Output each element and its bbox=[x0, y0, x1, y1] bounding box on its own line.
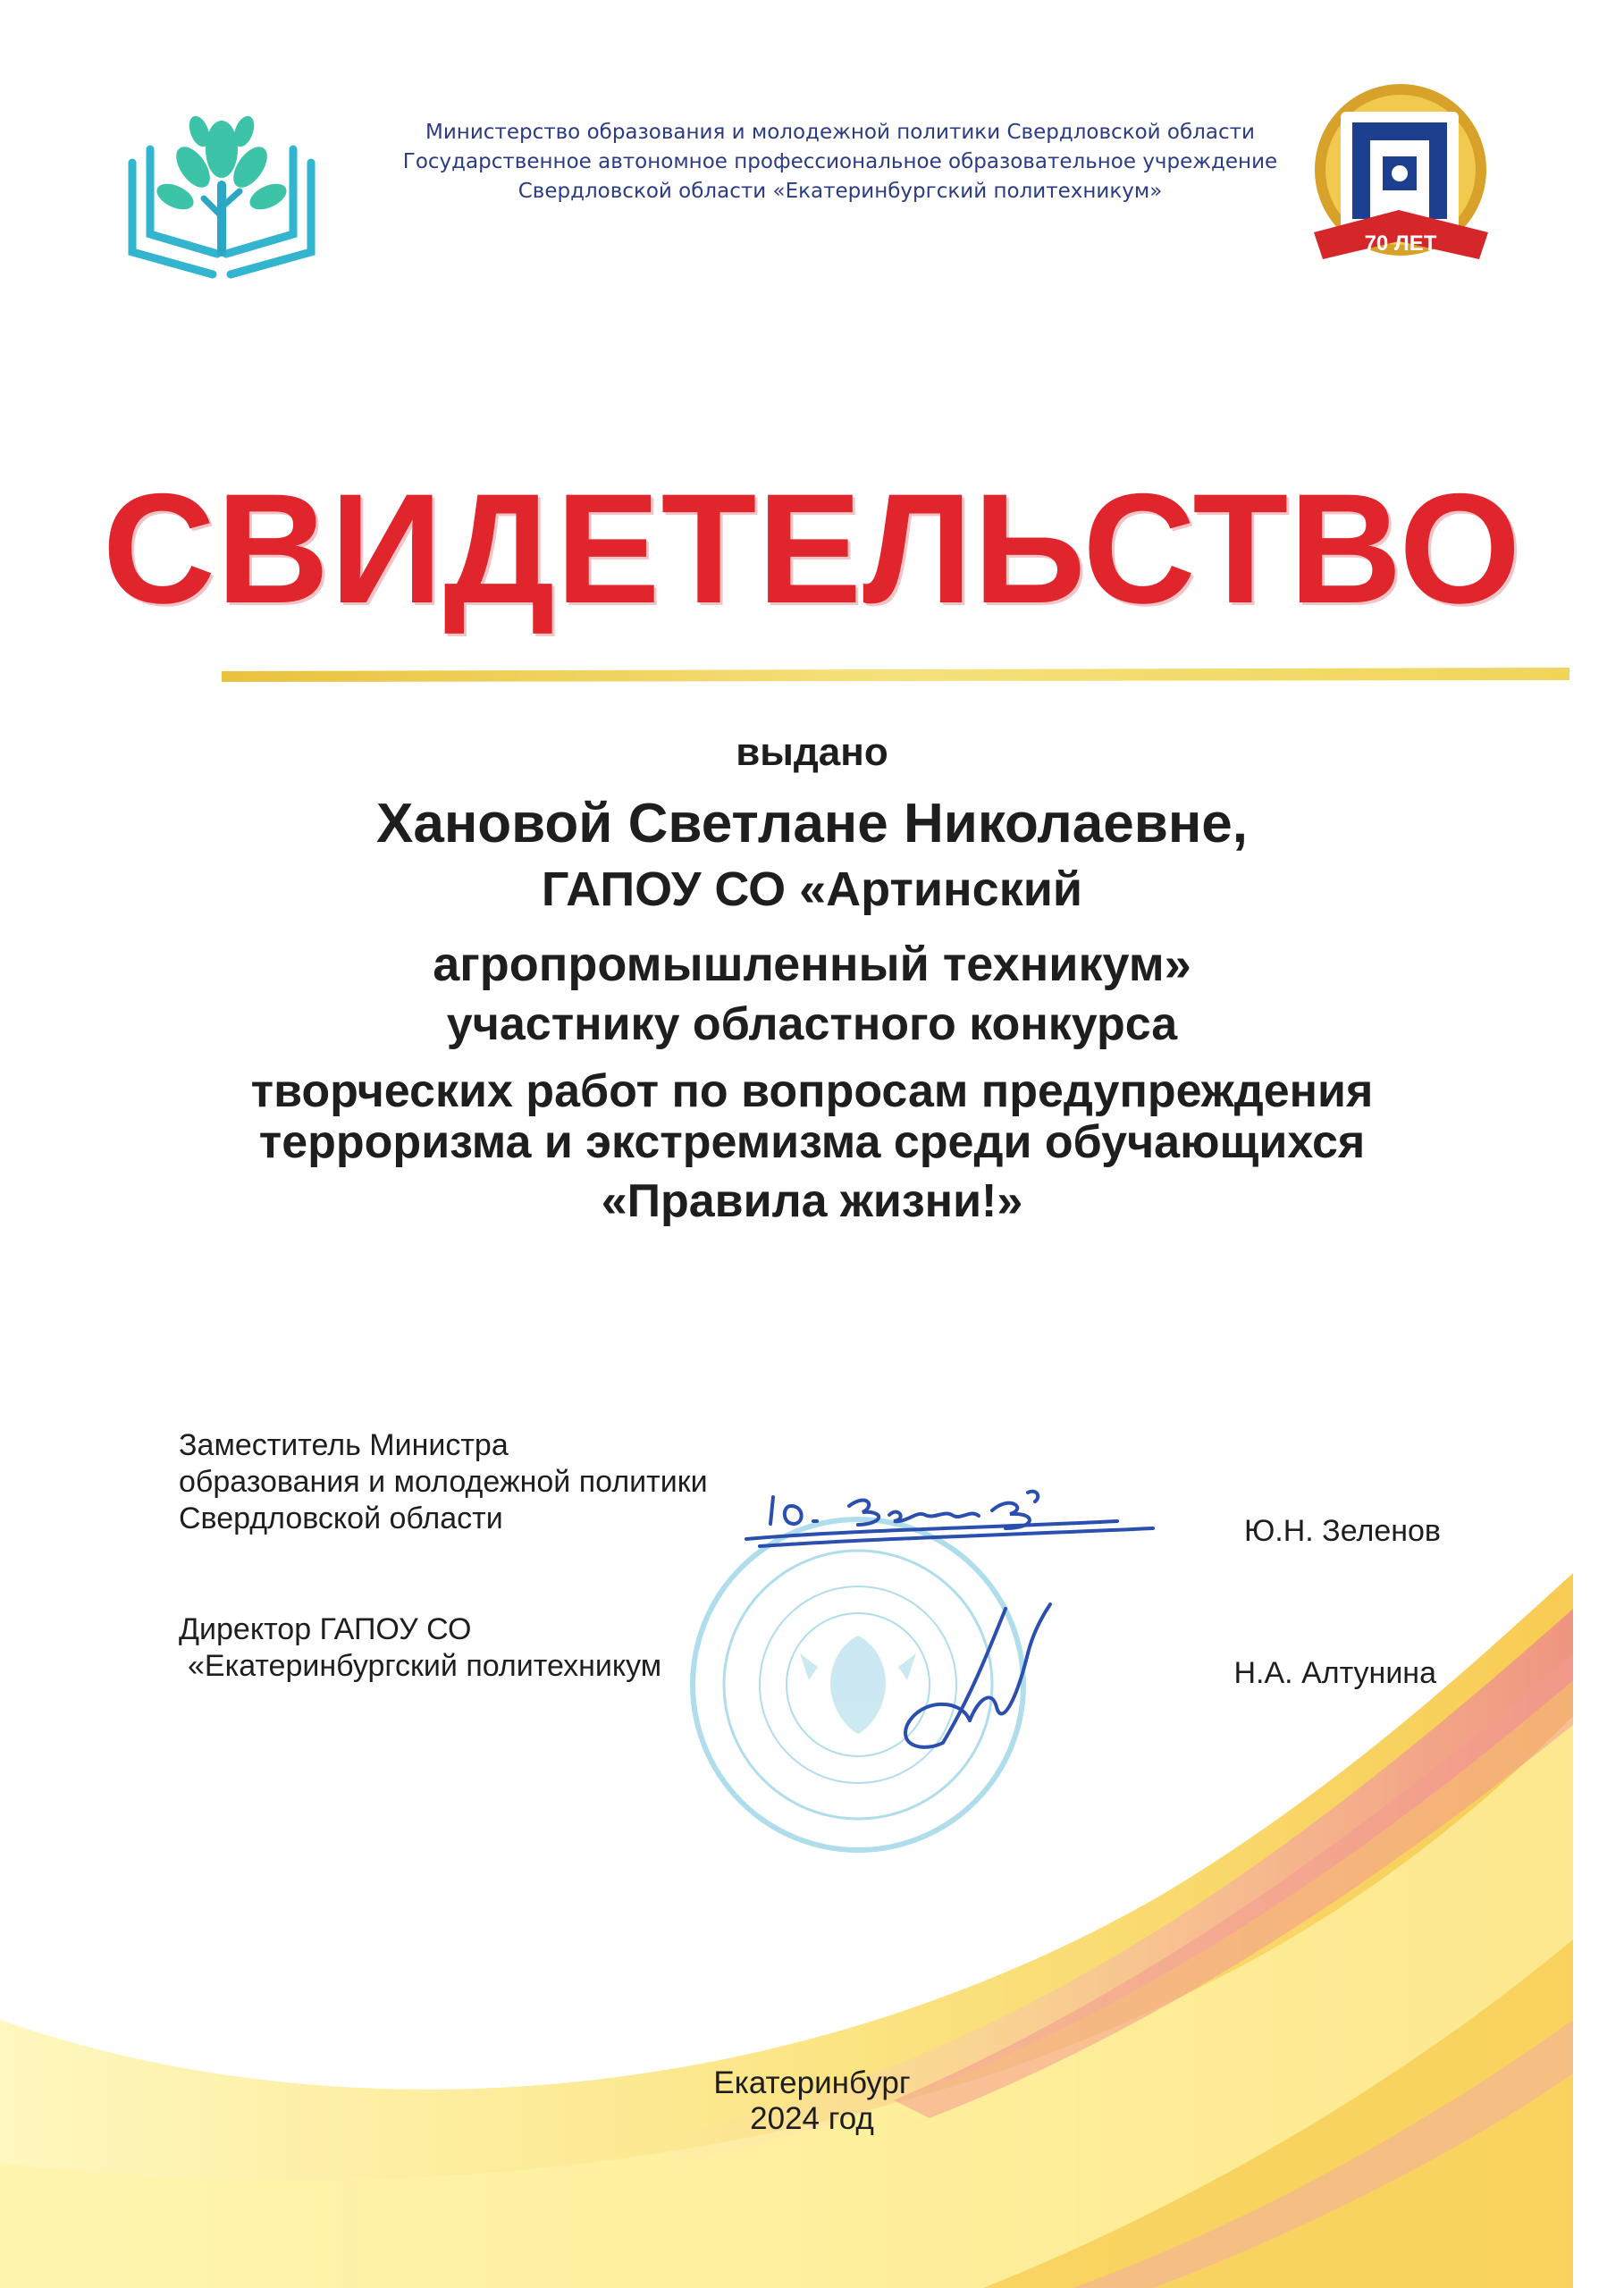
signatory-1-title-line-3: Свердловской области bbox=[179, 1502, 503, 1535]
signatory-2-title-line-1: Директор ГАПОУ СО bbox=[179, 1612, 472, 1646]
signatory-1-name: Ю.Н. Зеленов bbox=[1243, 1514, 1441, 1548]
signatory-1-title-line-1: Заместитель Министра bbox=[179, 1428, 509, 1462]
recipient-name: Хановой Светлане Николаевне, bbox=[375, 793, 1249, 854]
organization-line-2: агропромышленный техникум» bbox=[433, 938, 1191, 991]
signatory-2-name: Н.А. Алтунина bbox=[1233, 1656, 1436, 1690]
title-underline bbox=[222, 666, 1569, 684]
ministry-book-logo bbox=[114, 100, 329, 279]
organization-line-1: ГАПОУ СО «Артинский bbox=[541, 862, 1083, 916]
anniversary-70-logo bbox=[1300, 76, 1502, 286]
header-line-institution-type: Государственное автономное профессиональное образовательное учреждение bbox=[402, 150, 1278, 173]
signatory-1-title-line-2: образования и молодежной политики bbox=[179, 1465, 708, 1499]
header-line-institution-name: Свердловской области «Екатеринбургский политехникум» bbox=[517, 180, 1163, 203]
footer-year: 2024 год bbox=[750, 2101, 874, 2136]
footer-city: Екатеринбург bbox=[713, 2065, 911, 2100]
description-line-2: творческих работ по вопросам предупреждения bbox=[250, 1065, 1374, 1117]
signature-zelenov bbox=[742, 1457, 1171, 1555]
header-institution-text bbox=[322, 118, 1359, 206]
issued-label: выдано bbox=[736, 730, 888, 774]
signatory-2-title-line-2: «Екатеринбургский политехникум bbox=[188, 1649, 662, 1683]
anniversary-badge-text: 70 ЛЕТ bbox=[1364, 231, 1437, 256]
description-line-3: терроризма и экстремизма среди обучающихся bbox=[258, 1116, 1366, 1168]
certificate-title: СВИДЕТЕЛЬСТВО bbox=[102, 462, 1522, 636]
signature-altunina bbox=[871, 1600, 1068, 1761]
header-line-ministry: Министерство образования и молодежной политики Свердловской области bbox=[425, 121, 1255, 144]
signatory-1-title bbox=[179, 1427, 751, 1537]
description-line-1: участнику областного конкурса bbox=[446, 998, 1178, 1050]
signatory-2-title bbox=[179, 1611, 751, 1685]
description-line-4: «Правила жизни!» bbox=[601, 1175, 1023, 1227]
